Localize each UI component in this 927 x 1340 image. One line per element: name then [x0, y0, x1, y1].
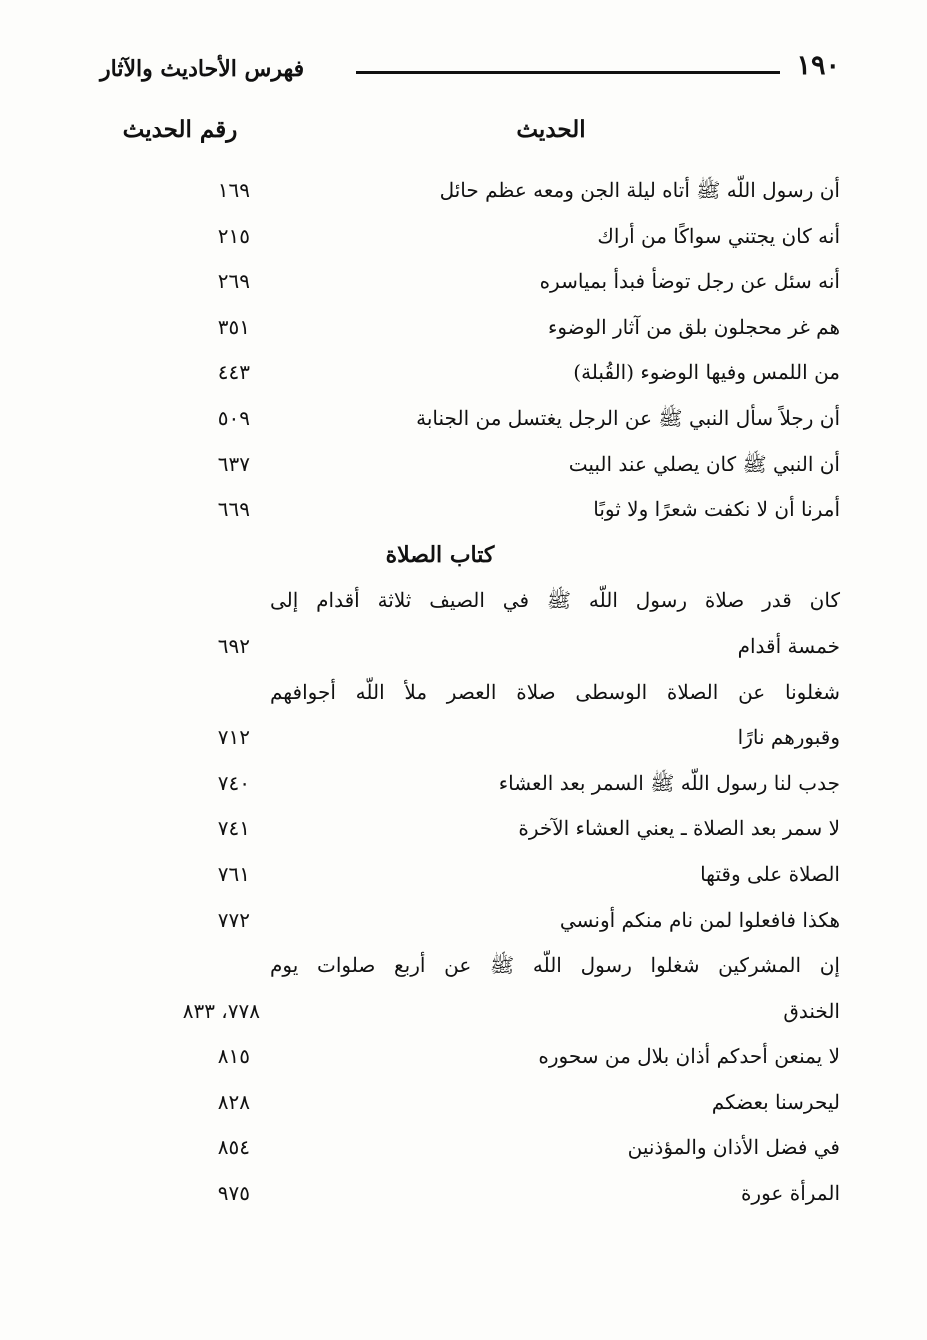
index-line	[100, 350, 840, 396]
hadith-text: كان قدر صلاة رسول اللّه ﷺ في الصيف ثلاثة أقدام إلى	[270, 588, 840, 613]
running-title: فهرس الأحاديث والآثار	[100, 56, 305, 82]
page-header	[100, 50, 840, 94]
index-line	[100, 578, 840, 624]
column-header-hadith: الحديث	[516, 116, 586, 143]
hadith-text: جدب لنا رسول اللّه ﷺ السمر بعد العشاء	[498, 770, 840, 795]
hadith-text: الخندق	[783, 998, 840, 1023]
hadith-text: الصلاة على وقتها	[700, 861, 840, 886]
index-line	[100, 259, 840, 305]
hadith-number: ٣٥١	[217, 314, 250, 339]
hadith-text: أن النبي ﷺ كان يصلي عند البيت	[568, 451, 840, 476]
hadith-number: ١٦٩	[217, 178, 250, 202]
hadith-number: ٤٤٣	[217, 360, 250, 385]
index-line	[100, 624, 840, 670]
index-line	[100, 1171, 840, 1217]
hadith-number: ٧٧٢	[217, 907, 250, 932]
hadith-number: ٨١٥	[217, 1044, 250, 1069]
hadith-text: أن رسول اللّه ﷺ أتاه ليلة الجن ومعه عظم حائل	[439, 178, 840, 202]
hadith-text: أمرنا أن لا نكفت شعرًا ولا ثوبًا	[593, 497, 840, 522]
index-line	[100, 442, 840, 488]
hadith-number: ٥٠٩	[217, 405, 250, 430]
hadith-number: ٢٦٩	[217, 269, 250, 294]
hadith-text: في فضل الأذان والمؤذنين	[627, 1135, 840, 1160]
hadith-text: أنه سئل عن رجل توضأ فبدأ بمياسره	[539, 269, 840, 294]
hadith-number: ٨٥٤	[217, 1135, 250, 1160]
hadith-number: ٧٤٠	[217, 770, 250, 795]
hadith-text: شغلونا عن الصلاة الوسطى صلاة العصر ملأ اللّه أجوافهم	[270, 679, 840, 704]
section-heading	[100, 533, 840, 579]
index-line	[100, 761, 840, 807]
index-line	[100, 214, 840, 260]
index-line	[100, 989, 840, 1035]
index-line	[100, 1034, 840, 1080]
hadith-text: من اللمس وفيها الوضوء (القُبلة)	[573, 360, 840, 385]
hadith-text: أن رجلاً سأل النبي ﷺ عن الرجل يغتسل من الجنابة	[416, 405, 840, 430]
hadith-text: هم غر محجلون بلق من آثار الوضوء	[547, 314, 840, 339]
hadith-text: وقبورهم نارًا	[737, 725, 840, 750]
index-line	[100, 487, 840, 533]
hadith-number: ٦٦٩	[217, 497, 250, 522]
hadith-text: لا سمر بعد الصلاة ـ يعني العشاء الآخرة	[518, 816, 840, 841]
hadith-text: إن المشركين شغلوا رسول اللّه ﷺ عن أربع صلوات يوم	[270, 953, 840, 978]
hadith-number: ٨٢٨	[217, 1089, 250, 1114]
header-rule	[356, 71, 780, 74]
hadith-index-list	[100, 168, 840, 1217]
hadith-number: ٢١٥	[217, 223, 250, 248]
index-line	[100, 305, 840, 351]
hadith-number: ٧٤١	[217, 816, 250, 841]
index-line	[100, 1080, 840, 1126]
index-line	[100, 168, 840, 214]
index-line	[100, 715, 840, 761]
hadith-text: المرأة عورة	[740, 1181, 840, 1206]
index-line	[100, 806, 840, 852]
hadith-number: ٦٣٧	[217, 451, 250, 476]
index-line	[100, 852, 840, 898]
hadith-text: لا يمنعن أحدكم أذان بلال من سحوره	[538, 1044, 840, 1069]
hadith-text: أنه كان يجتني سواكًا من أراك	[597, 223, 840, 248]
page-number: ١٩٠	[796, 50, 840, 81]
index-line	[100, 396, 840, 442]
hadith-number: ٩٧٥	[217, 1181, 250, 1206]
hadith-number: ٧١٢	[217, 725, 250, 750]
hadith-text: هكذا فافعلوا لمن نام منكم أونسي	[559, 907, 840, 932]
hadith-number: ٦٩٢	[217, 633, 250, 658]
hadith-text: ليحرسنا بعضكم	[711, 1089, 840, 1114]
index-line	[100, 670, 840, 716]
hadith-number: ٧٦١	[217, 861, 250, 886]
hadith-number: ٧٧٨، ٨٣٣	[182, 998, 260, 1023]
section-heading-text: كتاب الصلاة	[385, 541, 495, 568]
index-line	[100, 898, 840, 944]
index-line	[100, 943, 840, 989]
index-line	[100, 1125, 840, 1171]
column-header-number: رقم الحديث	[122, 116, 238, 143]
hadith-text: خمسة أقدام	[737, 633, 840, 658]
